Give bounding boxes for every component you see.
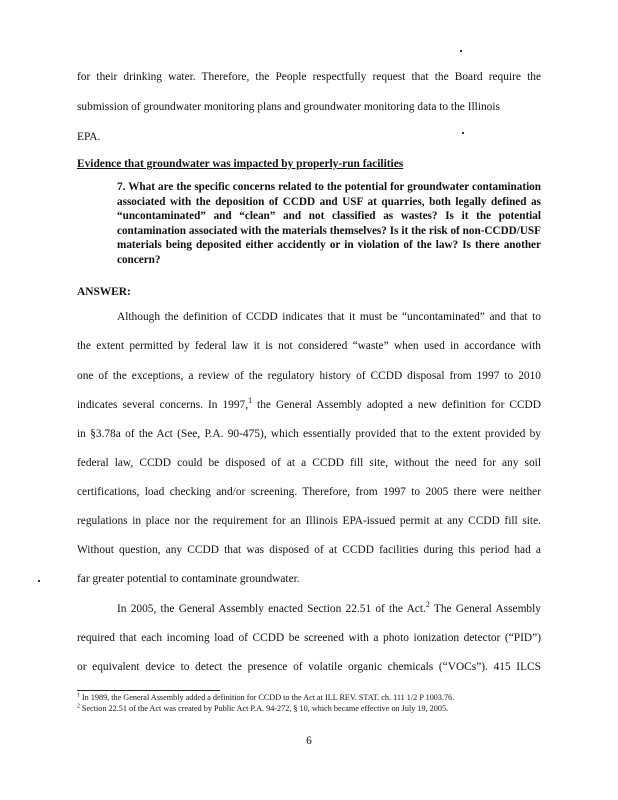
body-line: indicates several concerns. In 1997,$^1$ the General Assembly adopted a new definition for CCDD — [77, 396, 541, 411]
body-line: Although the definition of CCDD indicates that it must be “uncontaminated” and that to — [117, 311, 541, 323]
footnote-ref: 2 — [425, 600, 430, 610]
scan-speck — [38, 580, 40, 582]
body-line: far greater potential to contaminate groundwater. — [77, 573, 300, 585]
body-line: the extent permitted by federal law it is not considered “waste” when used in accordance with — [77, 340, 541, 352]
body-line: EPA. — [77, 131, 101, 143]
body-line: Without question, any CCDD that was disposed of at CCDD facilities during this period had a — [77, 544, 541, 556]
footnote: $^1$ In 1989, the General Assembly added a definition for CCDD to the Act at ILL REV. STAT. ch. 111 1/2 P 1003.76. — [77, 692, 455, 702]
question-block: 7. What are the specific concerns related to the potential for groundwater contamination associated with the deposition of CCDD and USF at quarries, both legally defined as “uncontaminated” and “clean” and not classified as wastes? Is it the potential contamination associated with the materials themselves? Is it the risk of non-CCDD/USF materials being deposited either accidently or in violation of the law? Is there another concern? — [117, 181, 541, 266]
scan-speck — [460, 50, 462, 52]
body-line: regulations in place nor the requirement for an Illinois EPA-issued permit at any CCDD fill site. — [77, 515, 541, 527]
body-line: certifications, load checking and/or screening. Therefore, from 1997 to 2005 there were neither — [77, 486, 541, 498]
body-line: one of the exceptions, a review of the regulatory history of CCDD disposal from 1997 to 2010 — [77, 370, 541, 382]
body-line: for their drinking water. Therefore, the People respectfully request that the Board require the — [77, 71, 541, 83]
body-line: or equivalent device to detect the presence of volatile organic chemicals (“VOCs”). 415 ILCS — [77, 661, 541, 673]
footnote: $^2$ Section 22.51 of the Act was created by Public Act P.A. 94-272, § 10, which became effective on July 19, 2005. — [77, 703, 449, 713]
page-number: 6 — [306, 735, 312, 747]
section-heading: Evidence that groundwater was impacted by properly-run facilities — [77, 158, 404, 170]
body-line: required that each incoming load of CCDD be screened with a photo ionization detector (“PID”) — [77, 632, 541, 644]
body-line: in §3.78a of the Act (See, P.A. 90-475), which essentially provided that to the extent provided by — [77, 428, 541, 440]
body-line: In 2005, the General Assembly enacted Section 22.51 of the Act.$^2$ The General Assembly — [117, 600, 541, 615]
answer-label: ANSWER: — [77, 286, 131, 298]
body-line: federal law, CCDD could be disposed of at a CCDD fill site, without the need for any soil — [77, 457, 541, 469]
scan-speck — [462, 132, 464, 134]
body-line: submission of groundwater monitoring plans and groundwater monitoring data to the Illinois — [77, 101, 500, 113]
footnote-ref: 1 — [248, 396, 253, 406]
footnote-separator — [77, 690, 220, 691]
